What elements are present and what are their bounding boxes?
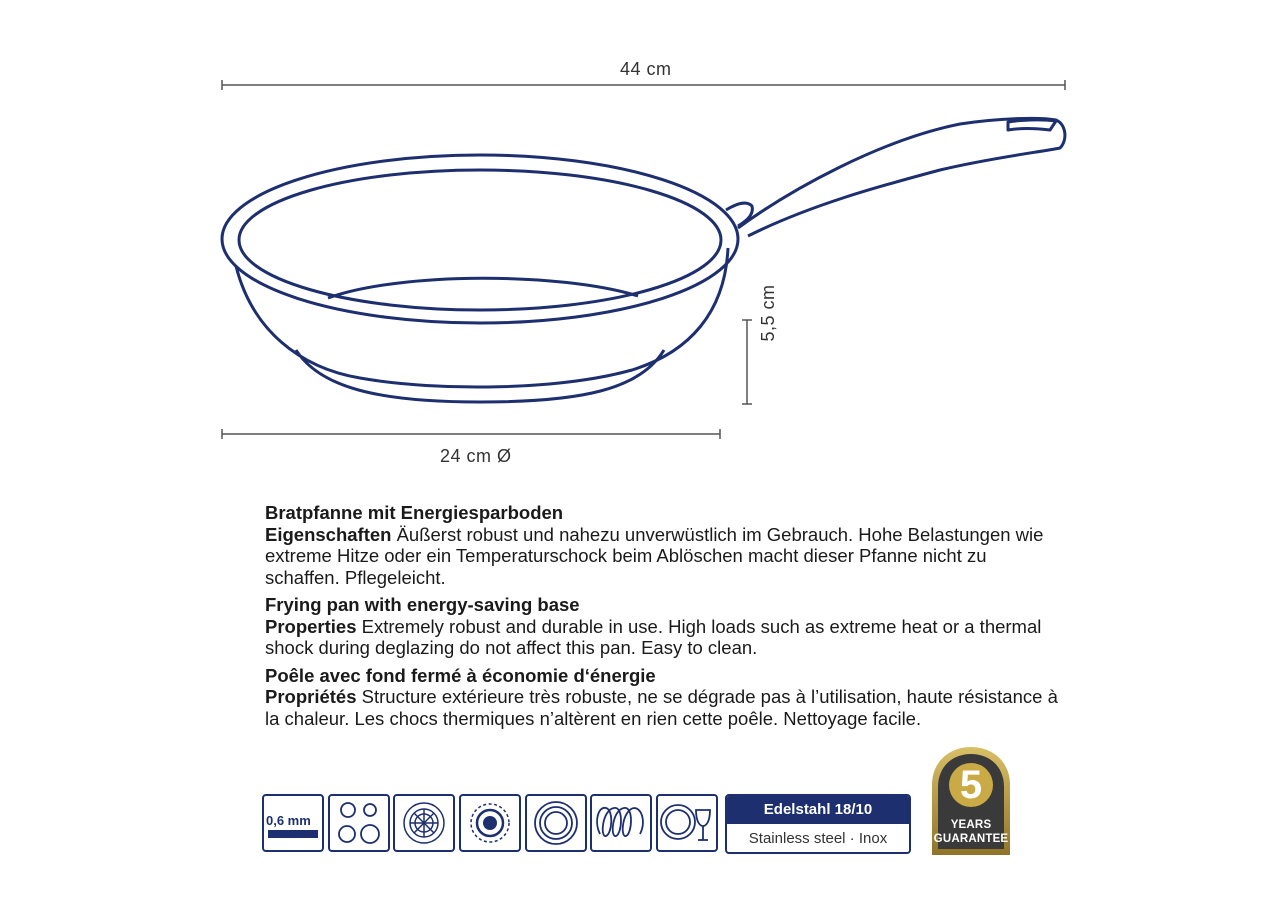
diameter-label: 24 cm Ø <box>440 446 512 466</box>
dishwasher-safe-icon <box>656 794 718 852</box>
diameter-dimension-line <box>222 429 720 439</box>
body-en: Extremely robust and durable in use. High loads such as extreme heat or a thermal shock during deglazing do not affect this pan. Easy to clean. <box>265 615 1042 658</box>
material-en-fr-label: Stainless steel · Inox <box>748 830 888 847</box>
gas-flame-icon <box>459 794 521 852</box>
heading-en: Frying pan with energy-saving base <box>265 594 580 615</box>
description-de <box>265 502 1065 588</box>
thickness-bar <box>268 830 318 838</box>
material-badge <box>725 794 911 854</box>
keyword-de: Eigenschaften <box>265 523 392 545</box>
guarantee-label: GUARANTEE <box>933 833 1009 845</box>
heading-fr: Poêle avec fond fermé à économie d‘énergie <box>265 664 656 686</box>
length-label: 44 cm <box>620 59 672 79</box>
heading-de: Bratpfanne mit Energiesparboden <box>265 502 564 523</box>
body-fr: Structure extérieure très robuste, ne se dégrade pas à l’utilisation, haute résistance à la chaleur. Les chocs thermiques n’altèrent en rien cette poêle. Nettoyage facile. <box>265 686 1058 729</box>
body-de: Äußerst robust und nahezu unverwüstlich im Gebrauch. Hohe Belastungen wie extreme Hitze oder ein Temperaturschock beim Ablöschen macht dieser Pfanne nicht zu schaffen. Pflegeleicht. <box>265 523 1044 588</box>
length-dimension-line <box>222 80 1065 90</box>
guarantee-years-number: 5 <box>959 763 983 807</box>
electric-hob-icon <box>393 794 455 852</box>
material-de-label: Edelstahl 18/10 <box>727 796 909 824</box>
thickness-label: 0,6 mm <box>266 813 311 828</box>
ceramic-hob-icon <box>525 794 587 852</box>
guarantee-years-label: YEARS <box>950 819 992 831</box>
description-en <box>265 594 1065 659</box>
keyword-en: Properties <box>265 615 357 637</box>
height-label: 5,5 cm <box>758 284 778 342</box>
description-block <box>265 502 1065 735</box>
induction-icon <box>590 794 652 852</box>
pan-outline <box>222 118 1065 402</box>
height-dimension-line <box>742 320 752 404</box>
material-thickness-icon <box>262 794 324 852</box>
gas-stove-icon <box>328 794 390 852</box>
keyword-fr: Propriétés <box>265 686 357 707</box>
guarantee-badge <box>930 745 1012 857</box>
description-fr <box>265 665 1065 730</box>
